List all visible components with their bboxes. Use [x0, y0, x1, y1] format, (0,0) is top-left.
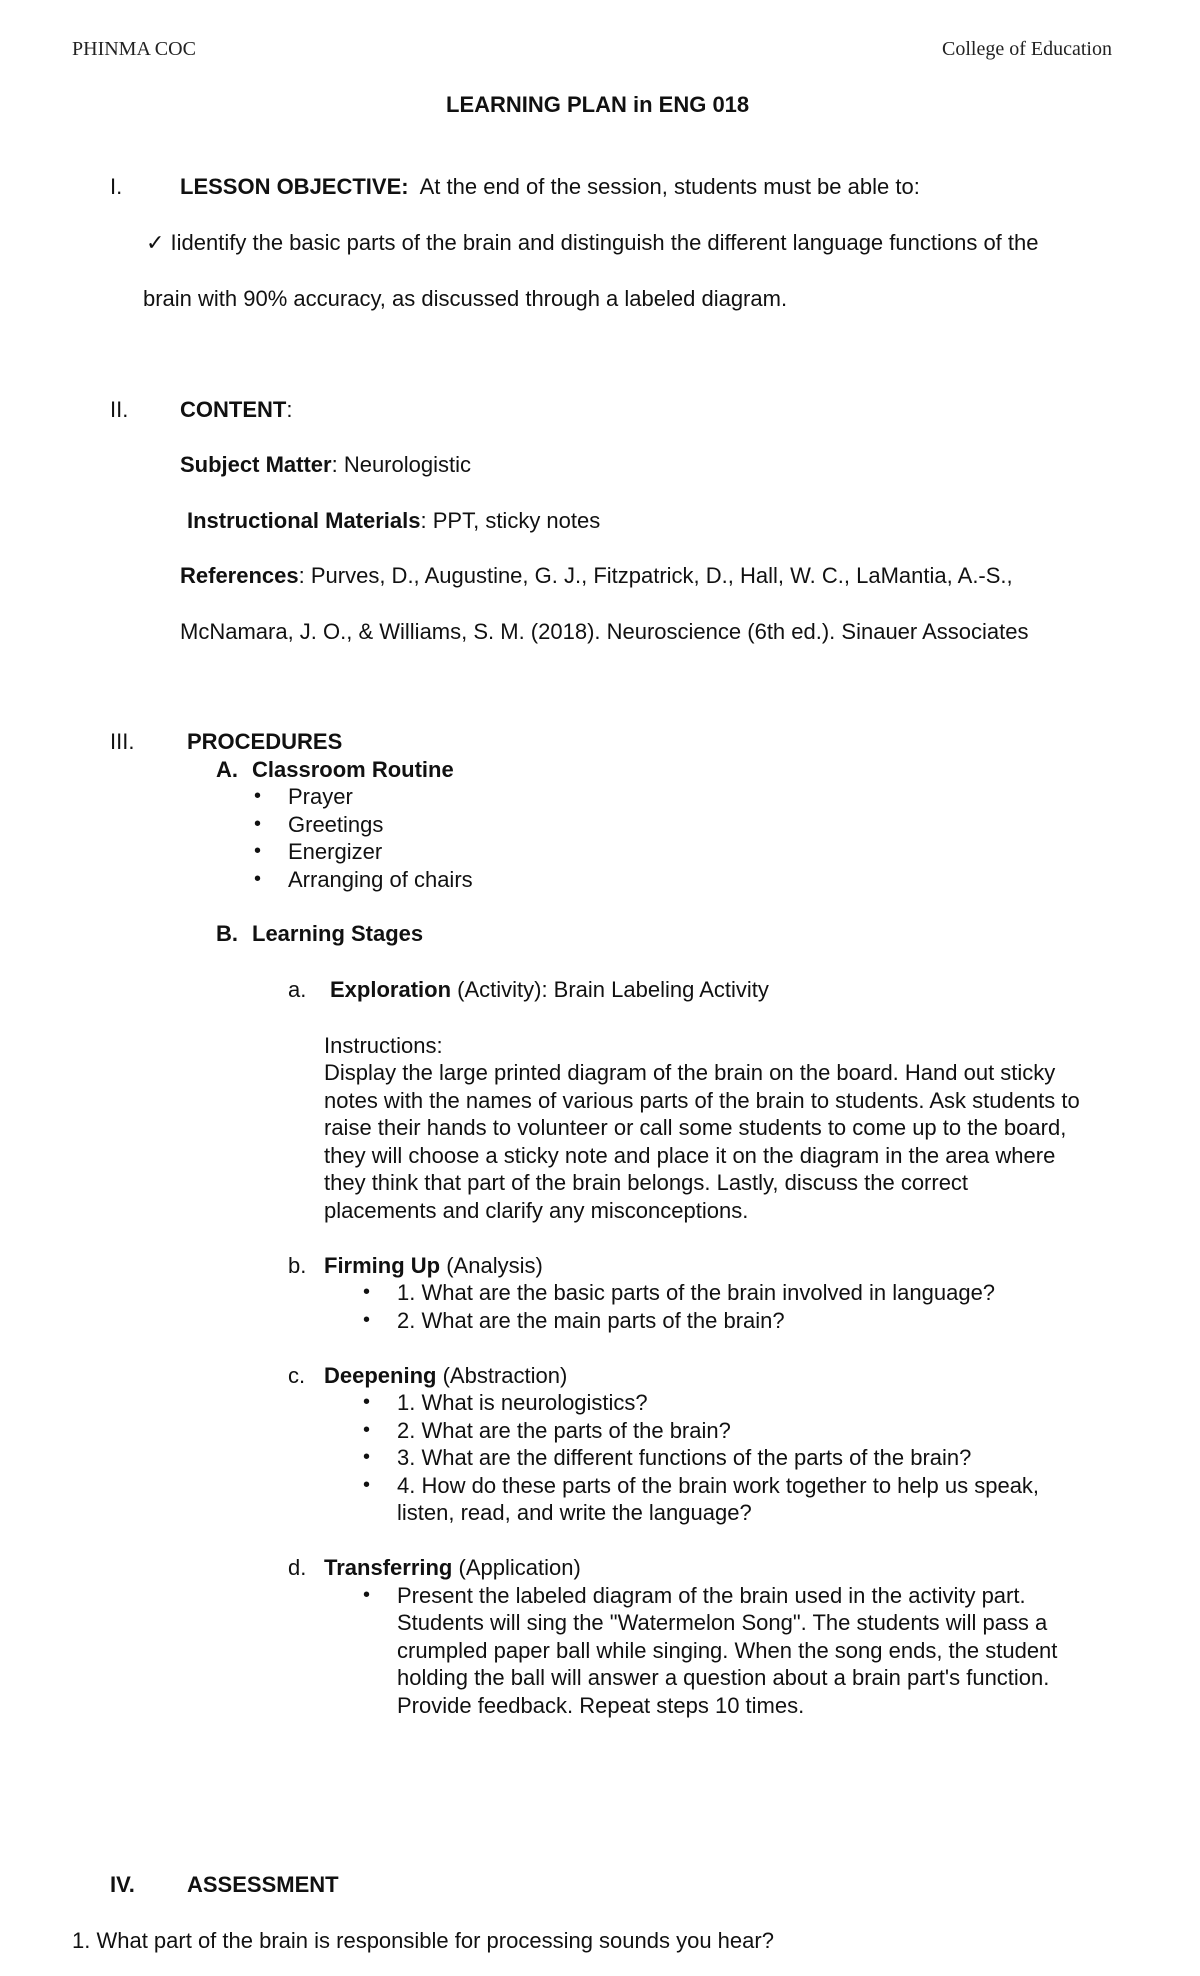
instructions-line: placements and clarify any misconceptions.	[324, 1198, 749, 1223]
section-numeral-4: IV.	[110, 1872, 135, 1897]
objective-item-line2: brain with 90% accuracy, as discussed through a labeled diagram.	[143, 286, 788, 311]
exploration-rest: (Activity): Brain Labeling Activity	[451, 977, 769, 1002]
objective-item-line1: ✓ Iidentify the basic parts of the brain and distinguish the different language functions of the	[146, 230, 1039, 255]
deepening-item: • 2. What are the parts of the brain?	[397, 1417, 731, 1444]
firming-label: Firming Up	[324, 1253, 441, 1278]
transferring-line: holding the ball will answer a question about a brain part's function.	[397, 1665, 1050, 1690]
content-heading: CONTENT:	[180, 397, 293, 422]
references-line2: McNamara, J. O., & Williams, S. M. (2018). Neuroscience (6th ed.). Sinauer Associates	[180, 619, 1029, 644]
section-numeral-3: III.	[110, 729, 135, 754]
routine-letter: A.	[216, 757, 238, 782]
instructions-line: raise their hands to volunteer or call some students to come up to the board,	[324, 1115, 1067, 1140]
section-numeral-2: II.	[110, 397, 129, 422]
routine-item: • Prayer	[288, 783, 353, 810]
header-left: PHINMA COC	[72, 38, 196, 60]
routine-label: Classroom Routine	[252, 757, 454, 782]
instructional-materials	[187, 507, 600, 534]
deepening-letter: c.	[288, 1363, 306, 1388]
firming-letter: b.	[288, 1253, 307, 1278]
section-numeral-1: I.	[110, 174, 123, 199]
transferring-line: Provide feedback. Repeat steps 10 times.	[397, 1693, 805, 1718]
objective-heading	[180, 173, 920, 200]
references-text-1: : Purves, D., Augustine, G. J., Fitzpatrick, D., Hall, W. C., LaMantia, A.-S.,	[298, 563, 1013, 588]
instructions-line: notes with the names of various parts of the brain to students. Ask students to	[324, 1088, 1080, 1113]
instructions-line: they will choose a sticky note and place it on the diagram in the area where	[324, 1143, 1056, 1168]
firming-rest: (Analysis)	[440, 1253, 543, 1278]
subject-value: : Neurologistic	[331, 452, 471, 477]
objective-label: LESSON OBJECTIVE:	[180, 174, 409, 199]
firming-item: • 1. What are the basic parts of the brain involved in language?	[397, 1279, 995, 1306]
references-label: References	[180, 563, 299, 588]
deepening-rest: (Abstraction)	[436, 1363, 568, 1388]
transferring-heading	[324, 1554, 581, 1581]
assessment-label: ASSESSMENT	[187, 1872, 339, 1897]
materials-label: Instructional Materials	[187, 508, 421, 533]
instructions-label: Instructions:	[324, 1033, 443, 1058]
transferring-line: • Present the labeled diagram of the brain used in the activity part.	[397, 1582, 1026, 1609]
firming-item: • 2. What are the main parts of the brain?	[397, 1307, 785, 1334]
deepening-heading	[324, 1362, 567, 1389]
stages-letter: B.	[216, 921, 238, 946]
routine-item: • Energizer	[288, 838, 382, 865]
subject-label: Subject Matter	[180, 452, 332, 477]
header-right: College of Education	[942, 38, 1112, 60]
exploration-label: Exploration	[330, 977, 452, 1002]
transferring-rest: (Application)	[452, 1555, 581, 1580]
procedures-label: PROCEDURES	[187, 729, 343, 754]
transferring-line: Students will sing the "Watermelon Song". The students will pass a	[397, 1610, 1048, 1635]
assessment-question-1: 1. What part of the brain is responsible for processing sounds you hear?	[72, 1928, 774, 1953]
exploration-heading	[330, 976, 769, 1003]
deepening-item-continuation: listen, read, and write the language?	[397, 1500, 752, 1525]
content-label: CONTENT	[180, 397, 287, 422]
firming-heading	[324, 1252, 543, 1279]
transferring-letter: d.	[288, 1555, 307, 1580]
exploration-letter: a.	[288, 977, 307, 1002]
deepening-item: • 4. How do these parts of the brain work together to help us speak,	[397, 1472, 1039, 1499]
stages-label: Learning Stages	[252, 921, 424, 946]
instructions-line: Display the large printed diagram of the brain on the board. Hand out sticky	[324, 1060, 1056, 1085]
materials-value: : PPT, sticky notes	[420, 508, 601, 533]
references-line1	[180, 562, 1013, 589]
objective-text: At the end of the session, students must be able to:	[419, 174, 920, 199]
routine-item: • Greetings	[288, 811, 383, 838]
deepening-label: Deepening	[324, 1363, 437, 1388]
routine-item: • Arranging of chairs	[288, 866, 473, 893]
instructions-line: they think that part of the brain belongs. Lastly, discuss the correct	[324, 1170, 969, 1195]
deepening-item: • 1. What is neurologistics?	[397, 1389, 648, 1416]
transferring-label: Transferring	[324, 1555, 453, 1580]
transferring-line: crumpled paper ball while singing. When the song ends, the student	[397, 1638, 1058, 1663]
page-title: LEARNING PLAN in ENG 018	[446, 92, 750, 117]
subject-matter	[180, 451, 471, 478]
deepening-item: • 3. What are the different functions of the parts of the brain?	[397, 1444, 971, 1471]
